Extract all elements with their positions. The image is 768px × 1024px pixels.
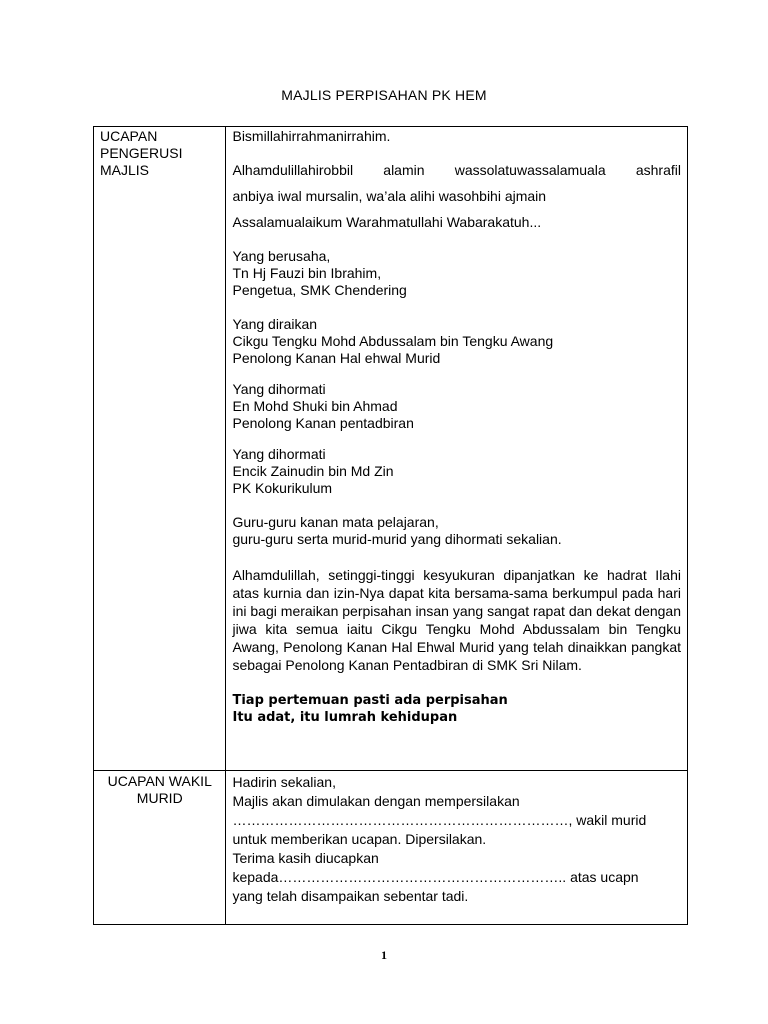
greeting-block xyxy=(232,248,681,299)
quote-block xyxy=(232,692,681,726)
opening-text: Bismillahirrahmanirrahim. xyxy=(232,128,391,144)
greeting-line: Penolong Kanan Hal ehwal Murid xyxy=(232,350,441,366)
content-line: ………………………………………………………………, wakil murid xyxy=(232,812,647,828)
quote-line: Itu adat, itu lumrah kehidupan xyxy=(232,710,458,725)
section-label-cell xyxy=(94,127,226,771)
greeting-line: guru-guru serta murid-murid yang dihormati sekalian. xyxy=(232,531,562,547)
main-paragraph: Alhamdulillah, setinggi-tinggi kesyukuran dipanjatkan ke hadrat Ilahi atas kurnia dan izin-Nya dapat kita bersama-sama berkumpul pada hari ini bagi meraikan perpisahan insan yang sangat rapat dan dekat dengan jiwa kita semua iaitu Cikgu Tengku Mohd Abdussalam bin Tengku Awang, Penolong Kanan Hal Ehwal Murid yang telah dinaikkan pangkat sebagai Penolong Kanan Pentadbiran di SMK Sri Nilam. xyxy=(232,567,681,673)
greeting-line: Guru-guru kanan mata pelajaran, xyxy=(232,514,439,530)
greeting-line: Yang berusaha, xyxy=(232,248,331,264)
dua-line: Alhamdulillahirobbil alamin wassolatuwassalamuala ashrafil xyxy=(232,162,681,178)
greeting-line: Penolong Kanan pentadbiran xyxy=(232,415,414,431)
section-label-line: UCAPAN WAKIL xyxy=(107,773,212,789)
content-line: yang telah disampaikan sebentar tadi. xyxy=(232,888,469,904)
section-label-cell xyxy=(94,771,226,925)
greeting-block xyxy=(232,514,681,548)
content-line: Majlis akan dimulakan dengan mempersilakan xyxy=(232,793,520,809)
content-line: untuk memberikan ucapan. Dipersilakan. xyxy=(232,831,487,847)
section-content-cell xyxy=(226,771,688,925)
section-label xyxy=(94,771,225,807)
greeting-line: Pengetua, SMK Chendering xyxy=(232,282,407,298)
greeting-line: Yang dihormati xyxy=(232,446,326,462)
content-line: kepada…………………………………………………….. atas ucapn xyxy=(232,869,639,885)
greeting-block xyxy=(232,446,681,497)
section-label-line: PENGERUSI xyxy=(100,145,183,161)
greeting-line: Yang dihormati xyxy=(232,381,326,397)
content-line: Terima kasih diucapkan xyxy=(232,850,379,866)
document-title: MAJLIS PERPISAHAN PK HEM xyxy=(281,87,487,103)
section-label-line: MAJLIS xyxy=(100,162,150,178)
section-label-line: MURID xyxy=(136,790,183,806)
content-line: Hadirin sekalian, xyxy=(232,774,336,790)
section-label-line: UCAPAN xyxy=(100,128,158,144)
quote-line: Tiap pertemuan pasti ada perpisahan xyxy=(232,693,508,708)
greeting-block xyxy=(232,381,681,432)
salam-text: Assalamualaikum Warahmatullahi Wabarakatuh... xyxy=(232,214,542,230)
greeting-line: PK Kokurikulum xyxy=(232,480,333,496)
greeting-line: Tn Hj Fauzi bin Ibrahim, xyxy=(232,265,382,281)
dua-line: anbiya iwal mursalin, wa’ala alihi wasohbihi ajmain xyxy=(232,188,547,204)
section-label xyxy=(94,127,225,179)
greeting-line: En Mohd Shuki bin Ahmad xyxy=(232,398,398,414)
greeting-line: Encik Zainudin bin Md Zin xyxy=(232,463,394,479)
greeting-line: Cikgu Tengku Mohd Abdussalam bin Tengku Awang xyxy=(232,333,554,349)
program-table xyxy=(93,126,688,925)
table-row-student-speech xyxy=(94,771,688,925)
section-content-cell xyxy=(226,127,688,771)
greeting-block xyxy=(232,316,681,367)
page-number: 1 xyxy=(381,948,387,962)
table-row-chair-speech xyxy=(94,127,688,771)
greeting-line: Yang diraikan xyxy=(232,316,318,332)
